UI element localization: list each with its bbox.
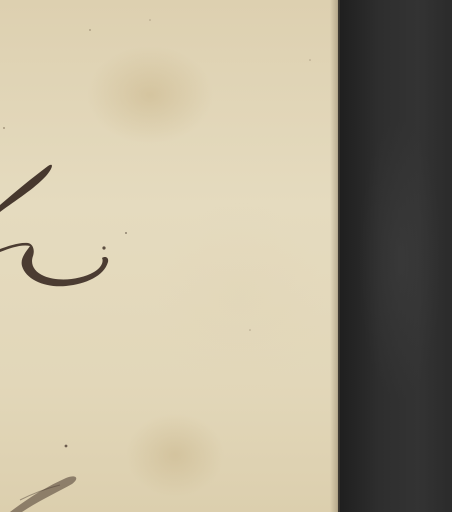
ink-dot xyxy=(65,445,68,448)
ink-dot xyxy=(125,232,127,234)
ink-stroke-lower xyxy=(10,476,76,512)
dark-backing xyxy=(340,0,452,512)
ink-stroke-upper xyxy=(0,165,52,212)
ink-dot xyxy=(102,246,105,249)
ink-stroke-curve xyxy=(0,243,108,286)
